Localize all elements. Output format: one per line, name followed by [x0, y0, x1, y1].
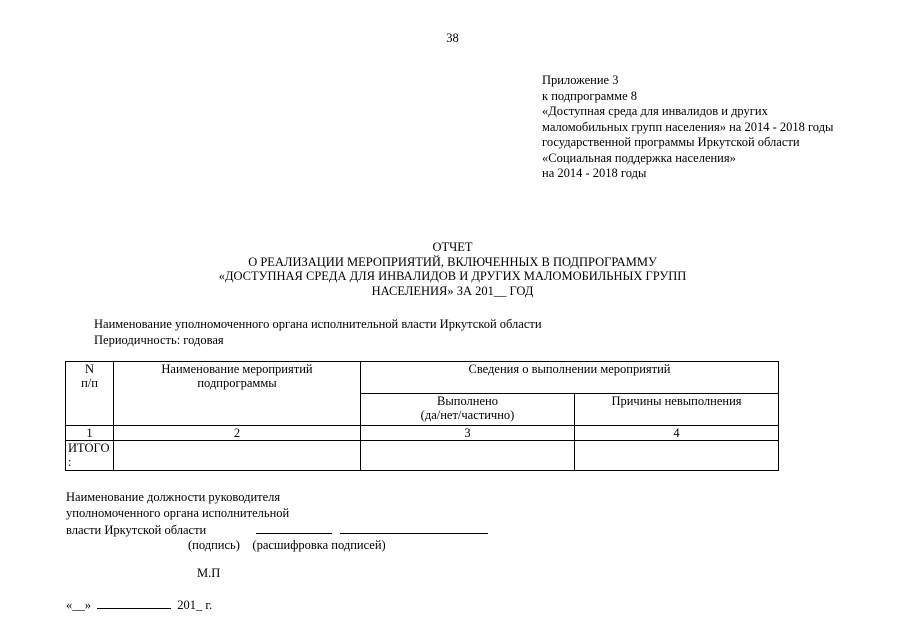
appendix-line: «Социальная поддержка населения» [542, 150, 736, 165]
total-label: ИТОГО : [68, 441, 110, 469]
appendix-line: Приложение 3 [542, 73, 619, 87]
page-number: 38 [446, 31, 459, 45]
header-no [66, 362, 114, 426]
report-title [0, 240, 905, 298]
org-info [94, 317, 542, 348]
org-name-label: Наименование уполномоченного органа исполнительной власти Иркутской области [94, 317, 542, 331]
report-table [65, 361, 779, 471]
header-no-text: N п/п [81, 362, 98, 390]
appendix-line: на 2014 - 2018 годы [542, 166, 647, 180]
appendix-line: государственной программы Иркутской области [542, 135, 800, 149]
header-reasons-text: Причины невыполнения [611, 394, 742, 408]
appendix-line: маломобильных групп населения» на 2014 - 2018 годы [542, 119, 834, 134]
title-line: «ДОСТУПНАЯ СРЕДА ДЛЯ ИНВАЛИДОВ И ДРУГИХ МАЛОМОБИЛЬНЫХ ГРУПП [218, 269, 687, 283]
appendix-note [542, 73, 833, 182]
sign-caption: (подпись) [188, 538, 240, 553]
header-activity-name-text: Наименование мероприятий подпрограммы [161, 362, 313, 390]
total-cell [361, 441, 575, 471]
stamp-place: М.П [197, 566, 221, 580]
decode-caption: (расшифровка подписей) [252, 538, 386, 553]
column-number-cell: 2 [114, 426, 361, 441]
header-done [361, 394, 575, 426]
signature-decode-blank [340, 522, 488, 534]
signature-line: уполномоченного органа исполнительной [66, 505, 290, 520]
title-line: НАСЕЛЕНИЯ» ЗА 201__ ГОД [371, 283, 534, 298]
header-execution-info-text: Сведения о выполнении мероприятий [468, 362, 671, 376]
column-number-cell: 1 [66, 426, 114, 441]
column-number-cell: 3 [361, 426, 575, 441]
header-activity-name [114, 362, 361, 426]
date-month-blank [97, 597, 171, 609]
title-line: О РЕАЛИЗАЦИИ МЕРОПРИЯТИЙ, ВКЛЮЧЕННЫХ В ПОДПРОГРАММУ [248, 254, 657, 269]
appendix-line: к подпрограмме 8 [542, 88, 637, 103]
total-label-cell [66, 441, 114, 471]
header-execution-info [361, 362, 779, 394]
signature-blank [256, 522, 332, 534]
title-line: ОТЧЕТ [432, 240, 473, 254]
date-line [66, 597, 212, 613]
signature-line: Наименование должности руководителя [66, 490, 281, 504]
periodicity-label: Периодичность: годовая [94, 332, 224, 347]
signature-line-with-blanks [66, 522, 488, 539]
signature-block [66, 490, 488, 554]
appendix-line: «Доступная среда для инвалидов и других [542, 104, 768, 118]
date-day: «__» [66, 598, 91, 612]
total-cell [114, 441, 361, 471]
total-cell [575, 441, 779, 471]
signature-line: власти Иркутской области [66, 522, 207, 537]
signature-caption-row [66, 538, 488, 554]
date-year: 201_ г. [177, 598, 213, 612]
header-done-text: Выполнено (да/нет/частично) [420, 394, 515, 422]
header-reasons [575, 394, 779, 426]
column-number-cell: 4 [575, 426, 779, 441]
